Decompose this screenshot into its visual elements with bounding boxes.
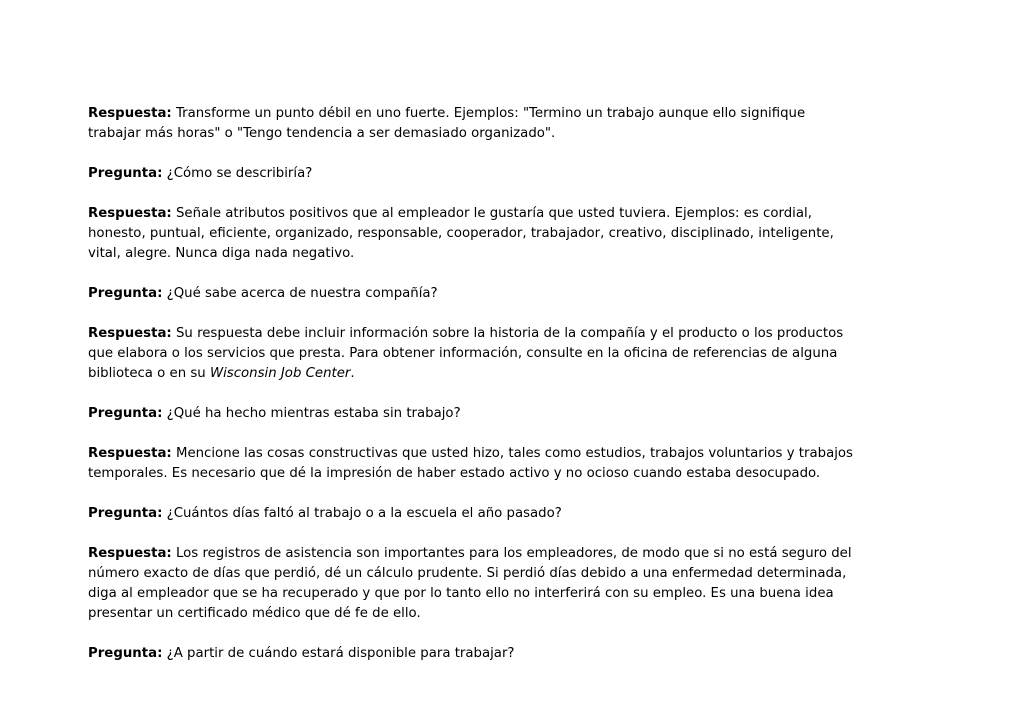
text-line [88, 544, 948, 564]
answer-text: Señale atributos positivos que al empleador le gustaría que usted tuviera. Ejemplos: es cordial, [171, 206, 812, 221]
text-line: vital, alegre. Nunca diga nada negativo. [88, 246, 355, 261]
text-line: diga al empleador que se ha recuperado y que por lo tanto ello no interferirá con su empleo. Es una buena idea [88, 586, 834, 601]
text-fragment: biblioteca o en su [88, 366, 210, 381]
text-line: trabajar más horas" o "Tengo tendencia a ser demasiado organizado". [88, 126, 556, 141]
question-text: ¿A partir de cuándo estará disponible para trabajar? [162, 646, 515, 661]
question-text: ¿Qué ha hecho mientras estaba sin trabajo? [162, 406, 461, 421]
text-line [88, 504, 948, 524]
question-paragraph [88, 404, 948, 424]
document-page [88, 104, 948, 684]
question-label: Pregunta: [88, 286, 163, 301]
answer-paragraph [88, 444, 948, 484]
text-line [88, 104, 948, 124]
answer-text: Los registros de asistencia son importantes para los empleadores, de modo que si no está seguro del [171, 546, 852, 561]
answer-paragraph [88, 204, 948, 264]
question-text: ¿Cuántos días faltó al trabajo o a la escuela el año pasado? [162, 506, 562, 521]
emphasized-text: Wisconsin Job Center [209, 366, 351, 381]
answer-label: Respuesta: [88, 106, 172, 121]
question-paragraph [88, 284, 948, 304]
answer-text: Mencione las cosas constructivas que usted hizo, tales como estudios, trabajos voluntarios y trabajos [171, 446, 853, 461]
question-label: Pregunta: [88, 646, 163, 661]
answer-paragraph [88, 104, 948, 144]
question-paragraph [88, 164, 948, 184]
text-line [88, 164, 948, 184]
question-label: Pregunta: [88, 406, 163, 421]
answer-text: Transforme un punto débil en uno fuerte. Ejemplos: "Termino un trabajo aunque ello signifique [171, 106, 806, 121]
answer-label: Respuesta: [88, 206, 172, 221]
answer-text: Su respuesta debe incluir información sobre la historia de la compañía y el producto o los productos [171, 326, 844, 341]
answer-label: Respuesta: [88, 546, 172, 561]
text-line [88, 284, 948, 304]
answer-label: Respuesta: [88, 326, 172, 341]
question-text: ¿Cómo se describiría? [162, 166, 313, 181]
answer-label: Respuesta: [88, 446, 172, 461]
answer-paragraph [88, 324, 948, 384]
text-line: temporales. Es necesario que dé la impresión de haber estado activo y no ocioso cuando estaba desocupado. [88, 466, 821, 481]
question-paragraph [88, 504, 948, 524]
text-line [88, 644, 948, 664]
text-fragment: . [350, 366, 355, 381]
text-line [88, 324, 948, 344]
question-label: Pregunta: [88, 506, 163, 521]
text-line: presentar un certificado médico que dé fe de ello. [88, 606, 421, 621]
question-paragraph [88, 644, 948, 664]
text-line: número exacto de días que perdió, dé un cálculo prudente. Si perdió días debido a una enfermedad determinada, [88, 566, 847, 581]
text-line: honesto, puntual, eficiente, organizado, responsable, cooperador, trabajador, creativo, disciplinado, inteligente, [88, 226, 834, 241]
text-line [88, 204, 948, 224]
question-label: Pregunta: [88, 166, 163, 181]
answer-paragraph [88, 544, 948, 624]
text-line [88, 444, 948, 464]
question-text: ¿Qué sabe acerca de nuestra compañía? [162, 286, 438, 301]
text-line [88, 404, 948, 424]
text-line [88, 364, 948, 384]
text-line: que elabora o los servicios que presta. Para obtener información, consulte en la oficina de referencias de alguna [88, 346, 838, 361]
